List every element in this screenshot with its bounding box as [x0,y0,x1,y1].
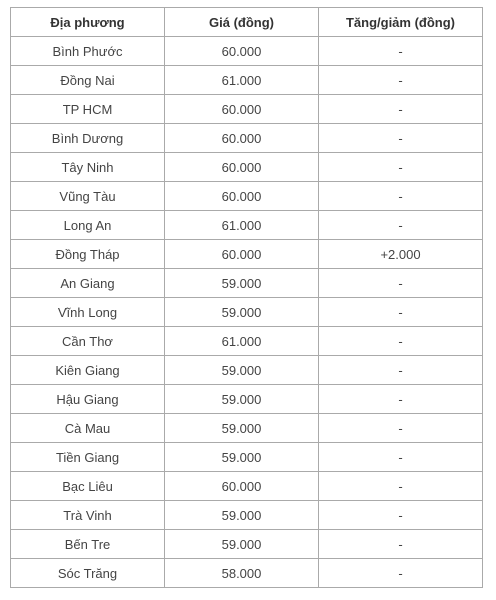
change-cell: - [319,356,483,385]
region-cell: Tây Ninh [11,153,165,182]
price-cell: 59.000 [165,356,319,385]
table-row [11,124,483,153]
table-row [11,298,483,327]
price-cell: 60.000 [165,124,319,153]
change-cell: - [319,472,483,501]
price-cell: 60.000 [165,37,319,66]
table-header-row [11,8,483,37]
region-cell: Đồng Nai [11,66,165,95]
price-cell: 59.000 [165,414,319,443]
table-row [11,66,483,95]
region-cell: Bình Dương [11,124,165,153]
region-cell: Cần Thơ [11,327,165,356]
price-cell: 60.000 [165,472,319,501]
change-cell: - [319,443,483,472]
region-cell: Vũng Tàu [11,182,165,211]
change-cell: - [319,66,483,95]
price-cell: 61.000 [165,327,319,356]
region-cell: Hậu Giang [11,385,165,414]
region-cell: Bạc Liêu [11,472,165,501]
table-row [11,153,483,182]
price-table [10,7,483,588]
table-row [11,211,483,240]
price-cell: 59.000 [165,269,319,298]
header-price: Giá (đồng) [165,8,319,37]
table-row [11,356,483,385]
table-row [11,269,483,298]
change-cell: - [319,559,483,588]
price-cell: 60.000 [165,153,319,182]
table-row [11,472,483,501]
region-cell: Kiên Giang [11,356,165,385]
table-row [11,182,483,211]
table-row [11,37,483,66]
table-row [11,443,483,472]
price-cell: 58.000 [165,559,319,588]
region-cell: TP HCM [11,95,165,124]
change-cell: - [319,385,483,414]
price-cell: 59.000 [165,501,319,530]
table-row [11,530,483,559]
change-cell: - [319,124,483,153]
region-cell: Đồng Tháp [11,240,165,269]
change-cell: - [319,37,483,66]
price-table-container [10,7,483,588]
change-cell: - [319,95,483,124]
price-cell: 59.000 [165,443,319,472]
price-cell: 59.000 [165,385,319,414]
region-cell: Bình Phước [11,37,165,66]
table-row [11,501,483,530]
price-cell: 60.000 [165,95,319,124]
region-cell: Vĩnh Long [11,298,165,327]
price-cell: 61.000 [165,211,319,240]
table-body [11,37,483,588]
region-cell: Trà Vinh [11,501,165,530]
change-cell: - [319,211,483,240]
region-cell: Tiền Giang [11,443,165,472]
header-change: Tăng/giảm (đồng) [319,8,483,37]
table-row [11,240,483,269]
change-cell: - [319,298,483,327]
price-cell: 60.000 [165,240,319,269]
region-cell: Cà Mau [11,414,165,443]
change-cell: +2.000 [319,240,483,269]
price-cell: 61.000 [165,66,319,95]
price-cell: 60.000 [165,182,319,211]
change-cell: - [319,414,483,443]
change-cell: - [319,269,483,298]
header-region: Địa phương [11,8,165,37]
table-row [11,95,483,124]
region-cell: Bến Tre [11,530,165,559]
region-cell: Long An [11,211,165,240]
change-cell: - [319,501,483,530]
table-row [11,327,483,356]
change-cell: - [319,327,483,356]
change-cell: - [319,153,483,182]
table-row [11,559,483,588]
price-cell: 59.000 [165,298,319,327]
table-row [11,385,483,414]
change-cell: - [319,182,483,211]
price-cell: 59.000 [165,530,319,559]
change-cell: - [319,530,483,559]
table-row [11,414,483,443]
region-cell: An Giang [11,269,165,298]
region-cell: Sóc Trăng [11,559,165,588]
